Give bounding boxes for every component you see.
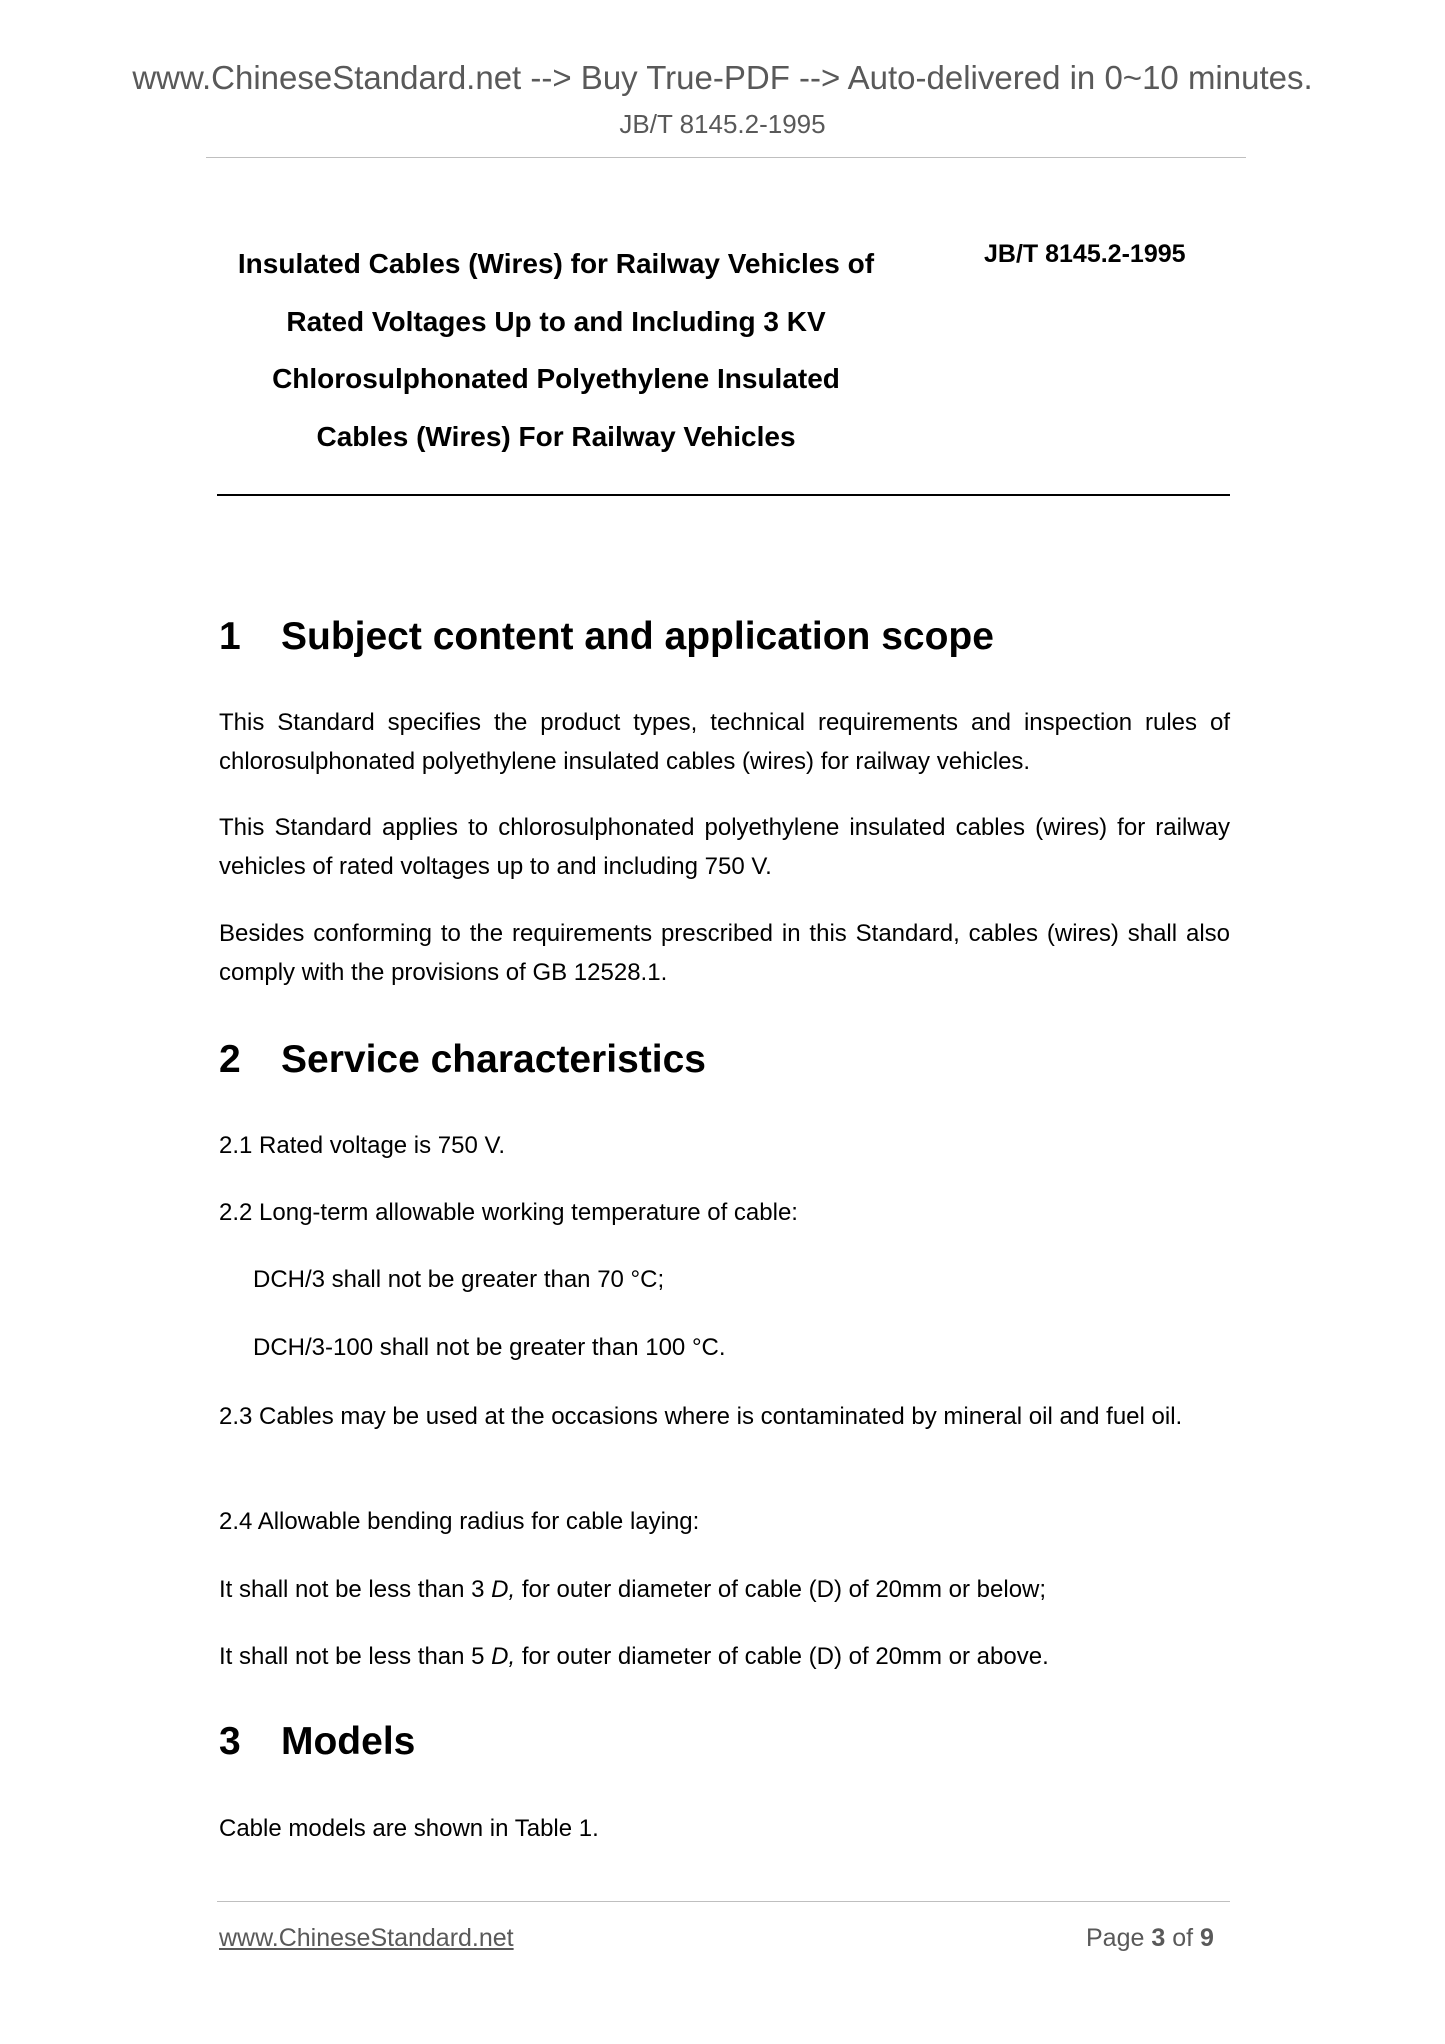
clause-2-4: 2.4 Allowable bending radius for cable laying:: [219, 1508, 700, 1535]
section-3-paragraph: Cable models are shown in Table 1.: [219, 1815, 599, 1842]
title-line: Insulated Cables (Wires) for Railway Vehicles of: [237, 248, 875, 279]
text-run: for outer diameter of cable (D) of 20mm or below;: [515, 1576, 1047, 1603]
title-line: Chlorosulphonated Polyethylene Insulated: [272, 363, 840, 394]
title-line: Rated Voltages Up to and Including 3 KV: [286, 305, 826, 337]
clause-2-3: 2.3 Cables may be used at the occasions where is contaminated by mineral oil and fuel oil.: [219, 1403, 1183, 1430]
section-1-paragraph: Besides conforming to the requirements prescribed in this Standard, cables (wires) shall also comply with the provisions of GB 12528.1.: [219, 920, 1230, 986]
title-line: Cables (Wires) For Railway Vehicles: [316, 420, 796, 452]
page-of: of: [1165, 1924, 1200, 1952]
header-banner: www.ChineseStandard.net --> Buy True-PDF --> Auto-delivered in 0~10 minutes.: [132, 59, 1313, 96]
section-3-heading: [219, 1718, 415, 1766]
footer-divider: [217, 1901, 1230, 1902]
text-run-italic: D,: [491, 1576, 516, 1603]
text-run: for outer diameter of cable (D) of 20mm or above.: [515, 1643, 1049, 1670]
section-title: Subject content and application scope: [281, 615, 994, 658]
footer-website-link[interactable]: www.ChineseStandard.net: [219, 1924, 514, 1952]
clause-2-4-item: [219, 1637, 1230, 1676]
section-number: 1: [219, 615, 241, 658]
section-2-heading: [219, 1036, 706, 1084]
clause-2-2-item: DCH/3 shall not be greater than 70 °C;: [253, 1266, 665, 1293]
page-total: 9: [1200, 1924, 1214, 1952]
clause-2-1: 2.1 Rated voltage is 750 V.: [219, 1132, 505, 1159]
header-doc-code: JB/T 8145.2-1995: [619, 109, 826, 139]
section-title: Models: [281, 1720, 416, 1763]
section-title: Service characteristics: [281, 1038, 706, 1081]
clause-2-4-item: [219, 1570, 1230, 1609]
text-run: It shall not be less than 5: [219, 1643, 492, 1670]
page-indicator: [1086, 1922, 1214, 1954]
text-run: It shall not be less than 3: [219, 1576, 492, 1603]
section-number: 2: [219, 1038, 241, 1081]
page-prefix: Page: [1086, 1924, 1152, 1952]
header-divider: [206, 157, 1246, 158]
page-current: 3: [1151, 1924, 1166, 1952]
section-1-heading: [219, 613, 994, 661]
title-divider: [217, 494, 1230, 496]
clause-2-2: 2.2 Long-term allowable working temperature of cable:: [219, 1199, 798, 1226]
section-1-paragraph: This Standard applies to chlorosulphonated polyethylene insulated cables (wires) for railway vehicles of rated voltages up to and including 750 V.: [219, 814, 1230, 880]
section-number: 3: [219, 1720, 241, 1763]
clause-2-2-item: DCH/3-100 shall not be greater than 100 °C.: [253, 1334, 726, 1361]
text-run-italic: D,: [491, 1643, 516, 1670]
section-1-paragraph: This Standard specifies the product types, technical requirements and inspection rules of chlorosulphonated polyethylene insulated cables (wires) for railway vehicles.: [219, 709, 1230, 775]
document-title: [206, 235, 906, 465]
standard-number: JB/T 8145.2-1995: [984, 240, 1186, 268]
